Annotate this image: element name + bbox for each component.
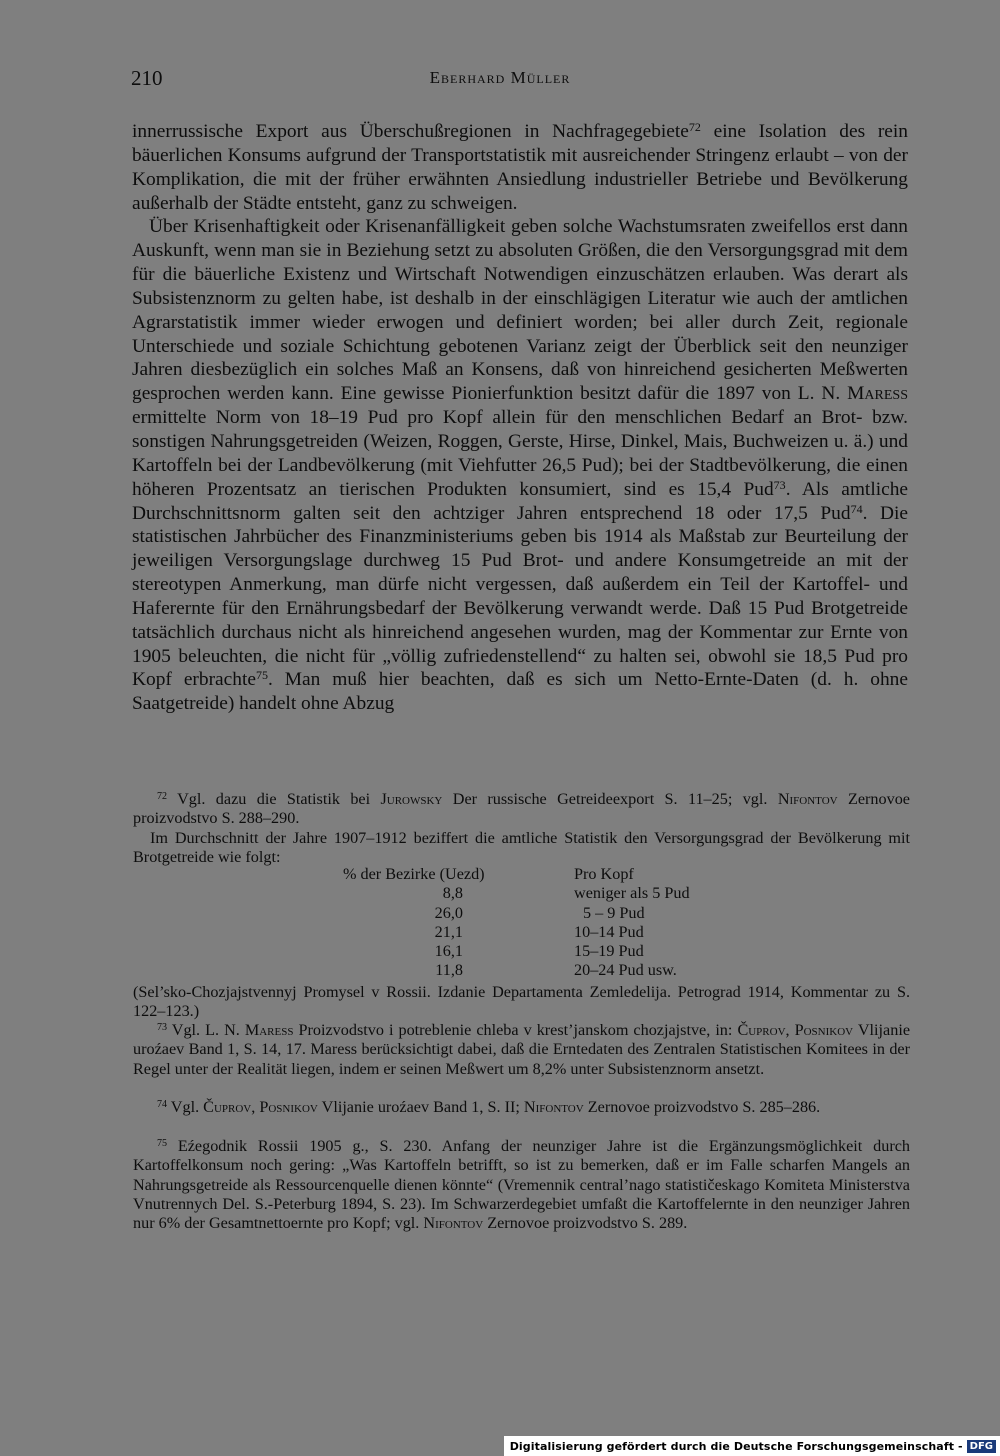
footnote-paragraph (133, 1098, 910, 1117)
running-head: Eberhard Müller (429, 68, 571, 87)
table-cell: 21,1 (434, 922, 463, 941)
page-number: 210 (131, 66, 163, 90)
text-run: Eźegodnik Rossii 1905 g., S. 230. Anfang der neunziger Jahre ist die Ergänzungsmöglichkeit durch Kartoffelkonsum noch gering: „Was Kartoffeln betrifft, so ist zu bemerken, daß er im Falle scharfen Mangels an Nahrungsgetreide als Ressourcenquelle dienen könnte“ (Vremennik central’nago statističeskago Komiteta Ministerstva Vnutrennych Del. S.-Peterburg 1894, S. 23). Im Schwarzerdegebiet umfaßt die Kartoffelernte in den neunziger Jahren nur 6% der Gesamtnettoernte pro Kopf; vgl. (133, 1137, 910, 1233)
text-run: , (785, 1021, 795, 1039)
footnote-ref: 75 (255, 668, 268, 683)
text-run: innerrussische Export aus Überschußregionen in Nachfragegebiete (132, 121, 689, 142)
table-cell: weniger als 5 Pud (574, 884, 690, 903)
table-cell: 11,8 (435, 961, 463, 980)
table-cell: 16,1 (434, 942, 463, 961)
paragraph (132, 120, 908, 215)
table-row (343, 923, 690, 942)
text-run: Der russische Getreideexport S. 11–25; vgl. (442, 790, 778, 808)
footnote-paragraph (133, 1137, 910, 1233)
footnote-74 (133, 1098, 910, 1117)
text-run: Vgl. (167, 1098, 204, 1116)
text-run: Zernovoe proizvodstvo S. 285–286. (583, 1098, 821, 1116)
footer-text: Digitalisierung gefördert durch die Deutsche Forschungsgemeinschaft - (509, 1439, 963, 1453)
footnote-paragraph: Im Durchschnitt der Jahre 1907–1912 beziffert die amtliche Statistik den Versorgungsgrad der Bevölkerung mit Brotgetreide wie folgt: (133, 828, 910, 866)
author-name: Jurowsky (380, 790, 443, 808)
table-header-row (343, 865, 690, 884)
text-run: Proizvodstvo i potreblenie chleba v krest’janskom chozjajstve, in: (293, 1021, 738, 1039)
body-text (132, 120, 908, 716)
digitization-footer (504, 1436, 1000, 1456)
paragraph (132, 215, 908, 716)
text-run: . Als amtliche Durchschnittsnorm galten seit den achtziger Jahren entsprechend 18 oder 17,5 Pud (132, 478, 908, 524)
footnote-paragraph (133, 790, 910, 829)
footnote-paragraph (133, 1021, 910, 1079)
text-run: eine Isolation des rein bäuerlichen Konsums aufgrund der Transportstatistik mit ausreichender Stringenz erlaubt – von der Komplikation, die mit der früher erwähnten Ansiedlung industrieller Betriebe und Bevölkerung außerhalb der Städte entsteht, ganz zu schweigen. (132, 121, 909, 214)
author-name: Nifontov (777, 790, 838, 808)
text-run: Vgl. dazu die Statistik bei (167, 790, 381, 808)
author-name: Čuprov (737, 1021, 786, 1039)
text-run: Zernovoe proizvodstvo S. 288–290. (133, 790, 910, 828)
author-name: Nifontov (523, 1098, 584, 1116)
table-header: % der Bezirke (Uezd) (343, 865, 485, 883)
table-row (343, 904, 690, 923)
text-run: Vlijanie uroźaev Band 1, S. 14, 17. Maress berücksichtigt dabei, daß die Erntedaten des Zentralen Statistischen Komitees in der Regel unter der Realität liegen, indem er seinen Meßwert um 8,2% unter Subsistenznorm ansetzt. (133, 1021, 910, 1078)
footnote-73 (133, 1021, 910, 1079)
footnote-72 (133, 790, 910, 867)
footnote-paragraph: (Sel’sko-Chozjajstvennyj Promysel v Rossii. Izdanie Departamenta Zemledelija. Petrograd 1914, Kommentar zu S. 122–123.) (133, 983, 910, 1021)
footnote-72-source (133, 983, 910, 1022)
author-name: Čuprov (203, 1098, 252, 1116)
table-cell: 15–19 Pud (574, 942, 644, 961)
table-row (343, 942, 690, 961)
footnote-number: 74 (157, 1098, 168, 1110)
dfg-logo: DFG (967, 1440, 996, 1453)
footnote-ref: 74 (850, 501, 863, 516)
text-run: Zernovoe proizvodstvo S. 289. (483, 1214, 688, 1233)
footnote-number: 72 (157, 790, 168, 802)
text-run: . Die statistischen Jahrbücher des Finanzministeriums geben bis 1914 als Maßstab zur Beurteilung der jeweiligen Versorgungslage durchweg 15 Pud Brot- und andere Konsumgetreide an mit der stereotypen Anmerkung, man dürfe nicht vergessen, daß außerdem ein Teil der Kartoffel- und Haferernte für den Ernährungsbedarf der Bevölkerung verwandt werde. Daß 15 Pud Brotgetreide tatsächlich durchaus nicht als hinreichend angesehen wurden, mag der Kommentar zur Ernte von 1905 beleuchten, die nicht für „völlig zufriedenstellend“ zu halten sei, obwohl sie 18,5 Pud pro Kopf erbrachte (132, 502, 908, 691)
footnote-ref: 73 (773, 477, 786, 492)
footnote-number: 73 (157, 1021, 168, 1033)
footnote-75 (133, 1137, 910, 1233)
supply-table (343, 865, 690, 981)
author-name: Nifontov (423, 1214, 484, 1233)
table-row (343, 961, 690, 980)
author-name: Maress (847, 383, 908, 405)
text-run: ermittelte Norm von 18–19 Pud pro Kopf allein für den menschlichen Bedarf an Brot- bzw. sonstigen Nahrungsgetreiden (Weizen, Roggen, Gerste, Hirse, Dinkel, Mais, Buchweizen u. ä.) und Kartoffeln bei der Landbevölkerung (mit Viehfutter 26,5 Pud); bei der Stadtbevölkerung, die einen höheren Prozentsatz an tierischen Produkten konsumiert, sind es 15,4 Pud (132, 407, 908, 500)
footnote-ref: 72 (688, 120, 701, 134)
text-run: Über Krisenhaftigkeit oder Krisenanfälligkeit geben solche Wachstumsraten zweifellos erst dann Auskunft, wenn man sie in Beziehung setzt zu absoluten Größen, die den Versorgungsgrad mit dem für die bäuerliche Existenz und Wirtschaft Notwendigen einzuschätzen erlauben. Was derart als Subsistenznorm zu gelten habe, ist deshalb in der einschlägigen Literatur wie auch der amtlichen Agrarstatistik immer wieder erwogen und definiert worden; bei aller durch Zeit, regionale Unterschiede und soziale Schichtung gebotenen Varianz zeigt der Überblick seit den neunziger Jahren diesbezüglich ein solches Maß an Konsens, daß von hinreichend gesicherten Meßwerten gesprochen werden kann. Eine gewisse Pionierfunktion besitzt dafür die 1897 von L. N. (132, 216, 908, 405)
text-run: Vlijanie uroźaev Band 1, S. II; (317, 1098, 524, 1116)
text-run: , (251, 1098, 260, 1116)
table-cell: 10–14 Pud (574, 922, 644, 941)
text-run: Vgl. L. N. (167, 1021, 245, 1039)
table-row (343, 884, 690, 903)
table-cell: 8,8 (442, 884, 463, 903)
author-name: Posnikov (794, 1021, 854, 1039)
author-name: Posnikov (259, 1098, 318, 1116)
footnote-number: 75 (157, 1137, 168, 1149)
author-name: Maress (244, 1021, 294, 1039)
table-cell: 26,0 (434, 903, 463, 922)
table-cell: 20–24 Pud usw. (574, 961, 677, 980)
table-header: Pro Kopf (574, 865, 634, 883)
text-run: . Man muß hier beachten, daß es sich um Netto-Ernte-Daten (d. h. ohne Saatgetreide) handelt ohne Abzug (132, 669, 908, 715)
table-cell: 5 – 9 Pud (583, 903, 645, 922)
